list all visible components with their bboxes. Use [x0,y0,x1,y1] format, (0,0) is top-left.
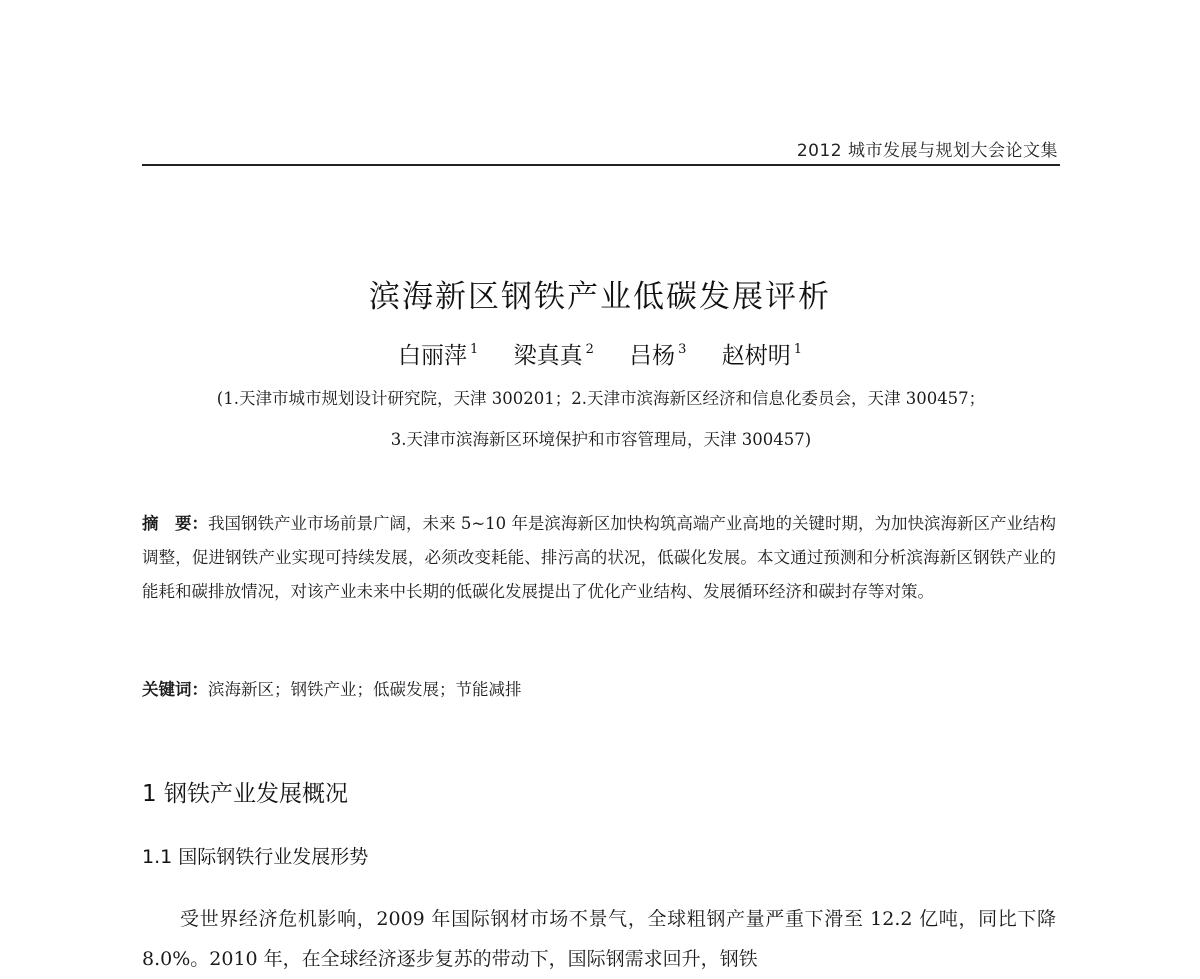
paper-title: 滨海新区钢铁产业低碳发展评析 [369,279,831,315]
author [629,337,686,370]
author-affiliation-mark: 3 [678,342,687,357]
author-affiliation-mark: 1 [469,342,479,357]
author-affiliation-mark: 1 [793,342,803,357]
abstract [142,507,1056,609]
running-header: 2012 城市发展与规划大会论文集 [796,141,1058,161]
keywords [142,673,1056,707]
section-heading: 1 钢铁产业发展概况 [142,781,348,807]
author-name: 白丽萍 [397,343,467,369]
affiliation-line: 3.天津市滨海新区环境保护和市容管理局，天津 300457) [390,430,812,449]
affiliation-line: (1.天津市城市规划设计研究院，天津 300201；2.天津市滨海新区经济和信息化委员会，天津 300457； [216,389,986,408]
subsection-heading: 1.1 国际钢铁行业发展形势 [142,846,369,868]
author-list [0,337,1200,370]
keywords-text: 滨海新区；钢铁产业；低碳发展；节能减排 [208,680,522,699]
author-name: 吕杨 [629,343,676,369]
author [514,337,594,370]
author [722,337,802,370]
abstract-text: 我国钢铁产业市场前景广阔，未来 5~10 年是滨海新区加快构筑高端产业高地的关键时期，为加快滨海新区产业结构调整，促进钢铁产业实现可持续发展，必须改变耗能、排污高的状况，低碳化发展。本文通过预测和分析滨海新区钢铁产业的能耗和碳排放情况，对该产业未来中长期的低碳化发展提出了优化产业结构、发展循环经济和碳封存等对策。 [142,514,1056,601]
body-paragraph: 受世界经济危机影响，2009 年国际钢材市场不景气，全球粗钢产量严重下滑至 12.2 亿吨，同比下降 8.0%。2010 年，在全球经济逐步复苏的带动下，国际钢需求回升，钢铁 [142,908,1056,970]
abstract-label: 摘 要： [142,514,209,533]
author-name: 梁真真 [513,343,583,369]
keywords-label: 关键词： [142,680,208,699]
author-affiliation-mark: 2 [585,342,594,357]
header-rule [142,164,1060,166]
author [398,337,478,370]
author-name: 赵树明 [721,343,791,369]
